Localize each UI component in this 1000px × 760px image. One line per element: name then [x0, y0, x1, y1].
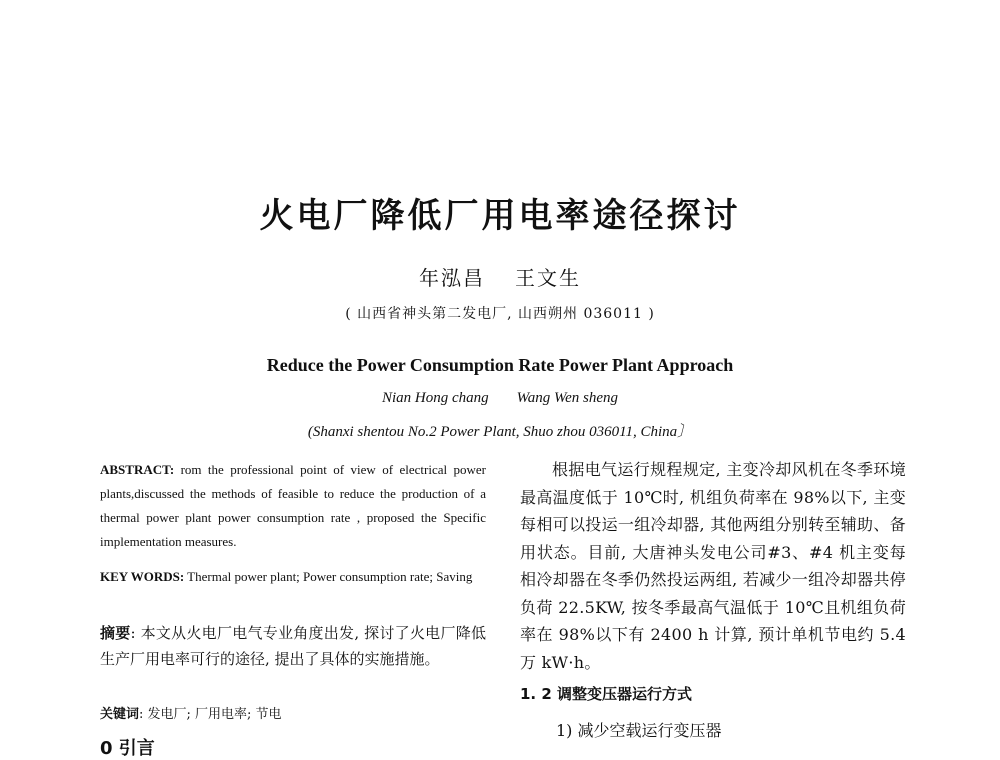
abstract-en [100, 458, 486, 554]
body-paragraph-text: 根据电气运行规程规定, 主变冷却风机在冬季环境最高温度低于 10℃时, 机组负荷率在 98%以下, 主变每相可以投运一组冷却器, 其他两组分别转至辅助、备用状态。目前, 大唐神头发电公司#3、#4 机主变每相冷却器在冬季仍然投运两组, 若减少一组冷却器共停负荷 22.5KW, 按冬季最高气温低于 10℃且机组负荷率在 98%以下有 2400 h 计算, 预计单机节电约 5.4 万 kW·h。 [520, 460, 906, 672]
keywords-en [100, 565, 486, 589]
abstract-en-text: rom the professional point of view of electrical power plants,discussed the methods of feasible to reduce the production of a thermal power plant power consumption rate , proposed the Specific implementation measures. [100, 462, 486, 549]
abstract-cn [100, 620, 486, 672]
abstract-cn-text: : 本文从火电厂电气专业角度出发, 探讨了火电厂降低生产厂用电率可行的途径, 提出了具体的实施措施。 [100, 624, 486, 668]
section-1-2-heading: 1. 2 调整变压器运行方式 [520, 685, 693, 703]
body-paragraph [520, 456, 906, 676]
paper-title-en: Reduce the Power Consumption Rate Power Plant Approach [266, 355, 734, 375]
authors-cn [0, 262, 1000, 291]
paper-title-cn: 火电厂降低厂用电率途径探讨 [259, 196, 741, 236]
affiliation-en: (Shanxi shentou No.2 Power Plant, Shuo zhou 036011, China〕 [307, 424, 693, 440]
abstract-en-label: ABSTRACT: [100, 462, 175, 477]
author-en-2: Wang Wen sheng [516, 390, 619, 406]
affiliation-cn: ( 山西省神头第二发电厂, 山西朔州 036011 ) [345, 306, 655, 322]
author-en-1: Nian Hong chang [381, 390, 489, 406]
keywords-cn [100, 705, 486, 725]
author-cn-1: 年泓昌 [419, 266, 485, 290]
keywords-cn-label: 关键词 [100, 707, 140, 722]
author-cn-2: 王文生 [515, 266, 581, 290]
keywords-cn-text: : 发电厂; 厂用电率; 节电 [139, 707, 282, 722]
keywords-en-text: Thermal power plant; Power consumption rate; Saving [184, 569, 473, 584]
keywords-en-label: KEY WORDS: [100, 569, 185, 584]
list-item-1: 1) 减少空载运行变压器 [556, 721, 722, 740]
authors-en [0, 390, 1000, 407]
abstract-cn-label: 摘要 [100, 624, 131, 642]
section-0-heading: 0 引言 [100, 738, 155, 759]
